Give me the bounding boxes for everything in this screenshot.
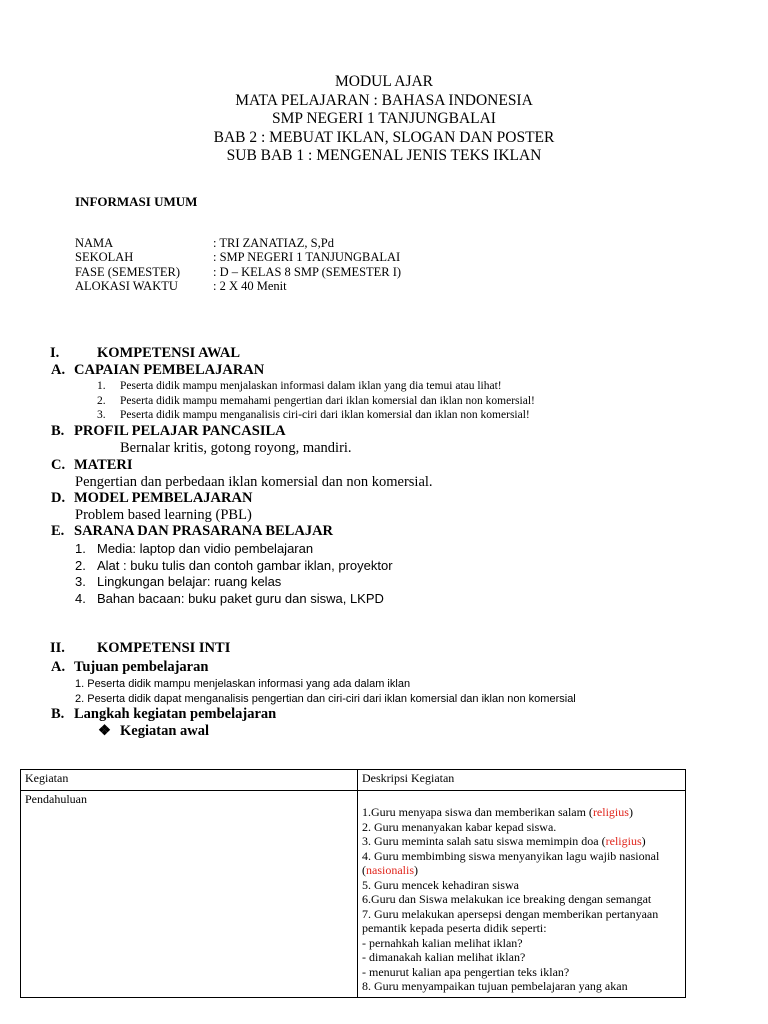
description-lines [362, 805, 681, 994]
description-line: 8. Guru menyampaikan tujuan pembelajaran yang akan [362, 979, 628, 993]
column-header-kegiatan: Kegiatan [21, 770, 358, 791]
subsection-b-heading [51, 423, 286, 440]
title-line-5: SUB BAB 1 : MENGENAL JENIS TEKS IKLAN [226, 147, 542, 164]
list-item: 4. Bahan bacaan: buku paket guru dan siswa, LKPD [75, 590, 384, 606]
section-number: I. [50, 345, 60, 361]
description-line: pemantik kepada peserta didik seperti: [362, 921, 547, 935]
subsection-title: Langkah kegiatan pembelajaran [74, 706, 277, 722]
subsection-d-heading [51, 490, 252, 507]
info-label: FASE (SEMESTER) [75, 265, 180, 279]
info-label: NAMA [75, 236, 114, 250]
info-value: : TRI ZANATIAZ, S,Pd [213, 236, 334, 250]
subsection-a-heading [51, 362, 264, 379]
section-number: II. [50, 640, 65, 656]
description-line: - dimanakah kalian melihat iklan? [362, 950, 526, 964]
character-value-tag: nasionalis [366, 863, 414, 877]
info-row-nama [75, 236, 334, 251]
info-row-sekolah [75, 250, 400, 265]
description-line: 2. Guru menanyakan kabar kepad siswa. [362, 819, 557, 834]
subsection-title: MODEL PEMBELAJARAN [74, 490, 253, 506]
list-item: 1. Peserta didik mampu menjalaskan informasi dalam iklan yang dia temui atau lihat! [97, 380, 502, 392]
subsection-title: Tujuan pembelajaran [74, 659, 209, 675]
info-label: ALOKASI WAKTU [75, 279, 178, 293]
subsection-letter: B. [51, 423, 65, 439]
tujuan-list [75, 677, 576, 707]
list-item: 3. Lingkungan belajar: ruang kelas [75, 574, 282, 589]
diamond-bullet-icon: ❖ [98, 723, 111, 739]
description-line: - pernahkah kalian melihat iklan? [362, 935, 523, 950]
document-title [0, 73, 768, 166]
model-text: Problem based learning (PBL) [75, 507, 252, 523]
subsection-letter: C. [51, 457, 66, 473]
subsection-letter: A. [51, 659, 66, 675]
section-title: KOMPETENSI AWAL [97, 345, 241, 361]
subsection-title: PROFIL PELAJAR PANCASILA [74, 423, 286, 439]
langkah-heading [51, 706, 276, 723]
description-line: - menurut kalian apa pengertian teks iklan? [362, 964, 570, 979]
character-value-tag: religius [592, 805, 629, 819]
info-row-fase [75, 265, 401, 280]
info-value: : 2 X 40 Menit [213, 279, 287, 293]
list-item: 1. Media: laptop dan vidio pembelajaran [75, 541, 314, 556]
description-line: 1.Guru menyapa siswa dan memberikan salam (religius) [362, 805, 633, 819]
list-item: 3. Peserta didik mampu menganalisis ciri-ciri dari iklan komersial dan iklan non komersial! [97, 409, 530, 421]
list-item: 2. Peserta didik dapat menganalisis pengertian dan ciri-ciri dari iklan komersial dan iklan non komersial [75, 693, 576, 705]
info-value: : D – KELAS 8 SMP (SEMESTER I) [213, 265, 402, 279]
title-line-4: BAB 2 : MEBUAT IKLAN, SLOGAN DAN POSTER [213, 128, 555, 146]
info-row-alokasi [75, 279, 287, 294]
kegiatan-table [20, 769, 686, 998]
info-value: : SMP NEGERI 1 TANJUNGBALAI [213, 250, 401, 264]
sarana-list [75, 541, 393, 607]
subsection-letter: A. [51, 362, 66, 378]
description-line: 4. Guru membimbing siswa menyanyikan lagu wajib nasional [362, 848, 660, 863]
subsection-e-heading [51, 523, 333, 540]
title-line-3: SMP NEGERI 1 TANJUNGBALAI [272, 110, 496, 127]
capaian-list [97, 379, 535, 423]
description-line: (nasionalis) [362, 863, 418, 877]
subsection-title: SARANA DAN PRASARANA BELAJAR [74, 523, 334, 539]
table-header-row [21, 770, 686, 791]
subsection-letter: D. [51, 490, 66, 506]
profil-text: Bernalar kritis, gotong royong, mandiri. [120, 440, 352, 456]
subsection-title: MATERI [74, 457, 133, 473]
kegiatan-awal-bullet [98, 723, 209, 740]
list-item: 2. Alat : buku tulis dan contoh gambar iklan, proyektor [75, 557, 393, 573]
description-line: 3. Guru meminta salah satu siswa memimpin doa (religius) [362, 834, 646, 848]
title-line-1: MODUL AJAR [334, 73, 434, 90]
subsection-letter: E. [51, 523, 65, 539]
description-line: 7. Guru melakukan apersepsi dengan memberikan pertanyaan [362, 906, 659, 921]
row-description [358, 791, 686, 998]
info-label: SEKOLAH [75, 250, 134, 264]
informasi-umum-heading: INFORMASI UMUM [75, 194, 198, 209]
description-line: 6.Guru dan Siswa melakukan ice breaking dengan semangat [362, 892, 652, 906]
bullet-text: Kegiatan awal [120, 723, 210, 739]
section-1-heading [50, 345, 240, 362]
title-line-2: MATA PELAJARAN : BAHASA INDONESIA [235, 91, 533, 109]
subsection-c-heading [51, 457, 133, 474]
materi-text: Pengertian dan perbedaan iklan komersial dan non komersial. [75, 474, 433, 490]
row-label-pendahuluan: Pendahuluan [21, 791, 358, 998]
list-item: 1. Peserta didik mampu menjelaskan informasi yang ada dalam iklan [75, 678, 411, 690]
section-title: KOMPETENSI INTI [97, 640, 231, 656]
column-header-deskripsi: Deskripsi Kegiatan [358, 770, 686, 791]
subsection-title: CAPAIAN PEMBELAJARAN [74, 362, 265, 378]
description-line: 5. Guru mencek kehadiran siswa [362, 877, 519, 892]
table-row [21, 791, 686, 998]
character-value-tag: religius [605, 834, 642, 848]
subsection-letter: B. [51, 706, 65, 722]
section-2-heading [50, 640, 230, 657]
list-item: 2. Peserta didik mampu memahami pengertian dari iklan komersial dan iklan non komersial! [97, 394, 535, 407]
tujuan-heading [51, 659, 208, 676]
